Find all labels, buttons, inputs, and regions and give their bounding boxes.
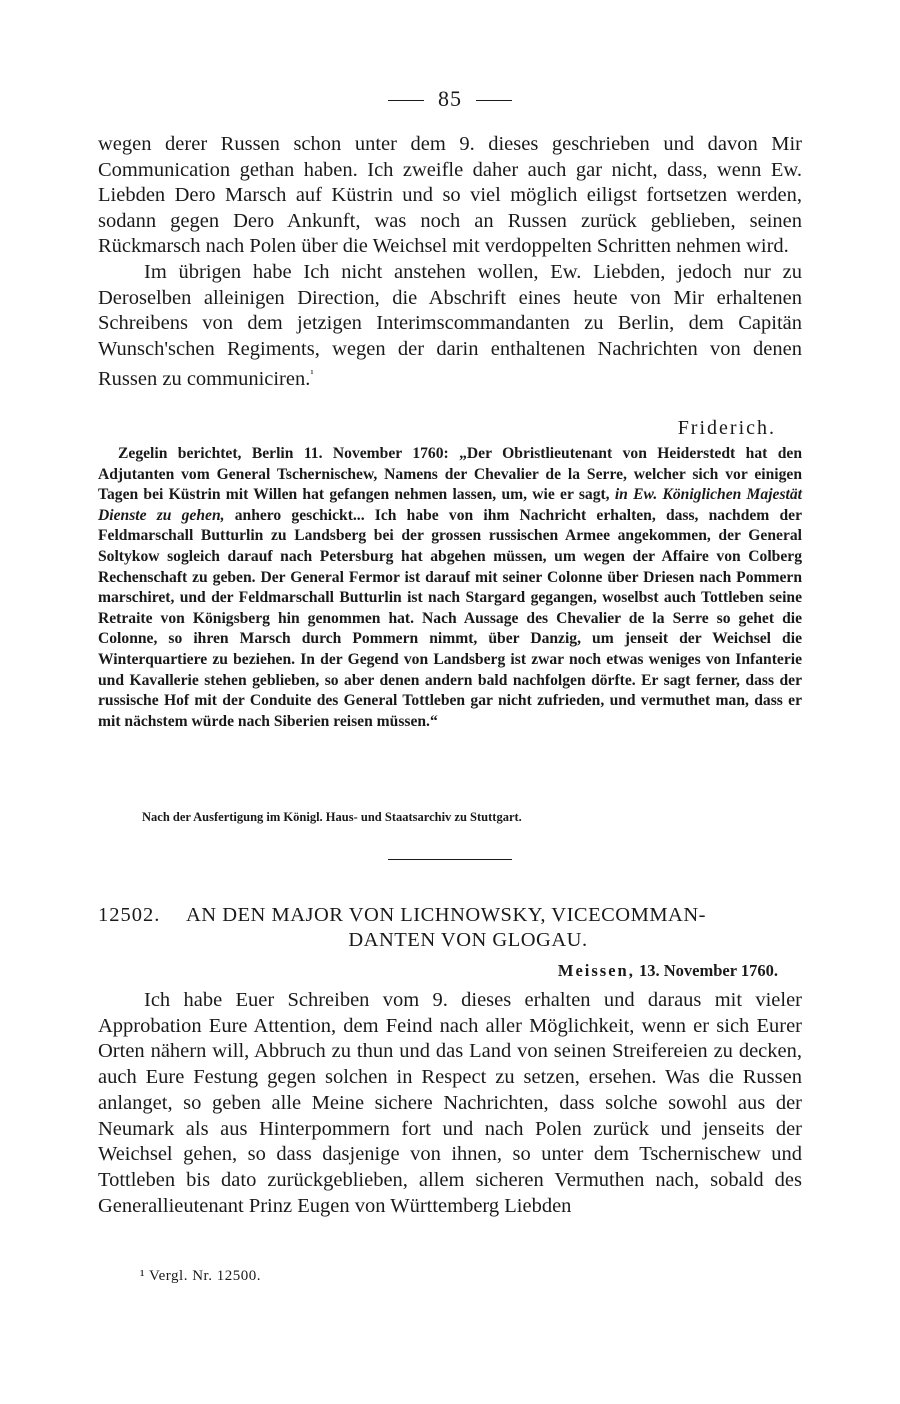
dateline-date: 13. November 1760.: [638, 961, 778, 980]
book-page: [98, 0, 802, 1404]
dateline-place: Meissen,: [557, 961, 635, 980]
document-paragraph: Ich habe Euer Schreiben vom 9. dieses erhalten und daraus mit vieler Approbation Eure Attention, dem Feind nach aller Möglichkeit, wenn er sich Eurer Orten nähern will, Abbruch zu thun und das Land von seinen Streifereien zu decken, auch Eure Festung gegen solchen in Respect zu setzen, ersehen. Was die Russen anlanget, so geben alle Meine sichere Nachrichten, dass solche sowohl aus der Neumark als aus Hinterpommern fort und nach Polen zurück und jenseits der Weichsel gehen, so dass dasjenige von ihnen, so unter dem Tschernischew und Tottleben bis dato zurückgeblieben, allem sicheren Vermuthen nach, sobald des Generallieutenant Prinz Eugen von Württemberg Liebden: [98, 989, 802, 1217]
editorial-note: [98, 444, 802, 732]
letter-paragraph-2: [98, 260, 802, 393]
note-rest: anhero geschickt... Ich habe von ihm Nachricht erhalten, dass, nachdem der Feldmarschall Butturlin zu Landsberg bei der grossen russischen Armee angekommen, der General Soltykow sogleich darauf nach Petersburg hat abgehen müssen, um wegen der Affaire von Colberg Rechenschaft zu geben. Der General Fermor ist darauf mit seiner Colonne über Driesen nach Pommern marschiret, und der Feldmarschall Butturlin ist nach Stargard gegangen, woselbst auch Tottleben seine Retraite von Königsberg hin genommen hat. Nach Aussage des Chevalier de la Serre so gehet die Colonne, so ihren Marsch durch Pommern nimmt, über Danzig, um jenseit der Weichsel die Winterquartiere zu beziehen. In der Gegend von Landsberg ist zwar noch etwas weniges von Infanterie und Kavallerie stehen geblieben, so aber denen andern bald nachfolgen dörfte. Er sagt ferner, dass der russische Hof mit der Conduite des General Tottleben gar nicht zufrieden, und vermuthet man, dass er mit nächstem würde nach Siberien reisen müssen.“: [98, 506, 802, 730]
dateline: [98, 961, 778, 981]
editorial-note-text: [98, 444, 802, 732]
archive-source: Nach der Ausfertigung im Königl. Haus- und Staatsarchiv zu Stuttgart.: [142, 810, 522, 824]
page-header: [98, 86, 802, 112]
page-number: 85: [438, 86, 462, 111]
heading-line-1: [98, 903, 802, 928]
heading-line-2: DANTEN VON GLOGAU.: [348, 929, 588, 951]
letter-paragraph-1: wegen derer Russen schon unter dem 9. dieses geschrieben und davon Mir Communication gethan haben. Ich zweifle daher auch gar nicht, dass, wenn Ew. Liebden Dero Marsch auf Küstrin und so viel möglich eiligst fortsetzen werden, sodann gegen Dero Ankunft, was noch an Russen zurück geblieben, seinen Rückmarsch nach Polen über die Weichsel mit verdoppelten Schritten nehmen wird.: [98, 133, 802, 258]
document-heading: [98, 903, 802, 953]
header-dash-left: [388, 100, 424, 101]
footnote: ¹ Vergl. Nr. 12500.: [140, 1268, 261, 1284]
signature: Friderich.: [677, 417, 776, 439]
note-italic-phrase: in Ew. Königlichen Majestät Dienste zu gehen,: [98, 486, 803, 524]
note-intro: Zegelin berichtet, Berlin 11. November 1760: „Der Obristlieutenant von Heiderstedt hat den Adjutanten vom General Tschernischew, Namens der Chevalier de la Serre, welcher sich vor einigen Tagen bei Küstrin mit Willen hat gefangen nehmen lassen, um, wie er sagt,: [98, 445, 802, 504]
section-divider: [388, 859, 512, 860]
header-dash-right: [476, 100, 512, 101]
letter-paragraph-2-text: Im übrigen habe Ich nicht anstehen wollen, Ew. Liebden, jedoch nur zu Deroselben alleinigen Direction, die Abschrift eines heute von Mir erhaltenen Schreibens von dem jetzigen Interimscommandanten zu Berlin, dem Capitän Wunsch'schen Regiments, wegen der darin enthaltenen Nachrichten von denen Russen zu communiciren.: [98, 260, 802, 391]
document-number: 12502.: [98, 904, 161, 926]
heading-text-1: AN DEN MAJOR VON LICHNOWSKY, VICECOMMAN-: [186, 904, 706, 926]
footnote-marker: ¹: [310, 368, 314, 381]
document-text: [98, 988, 802, 1219]
letter-continued-text: [98, 132, 802, 393]
